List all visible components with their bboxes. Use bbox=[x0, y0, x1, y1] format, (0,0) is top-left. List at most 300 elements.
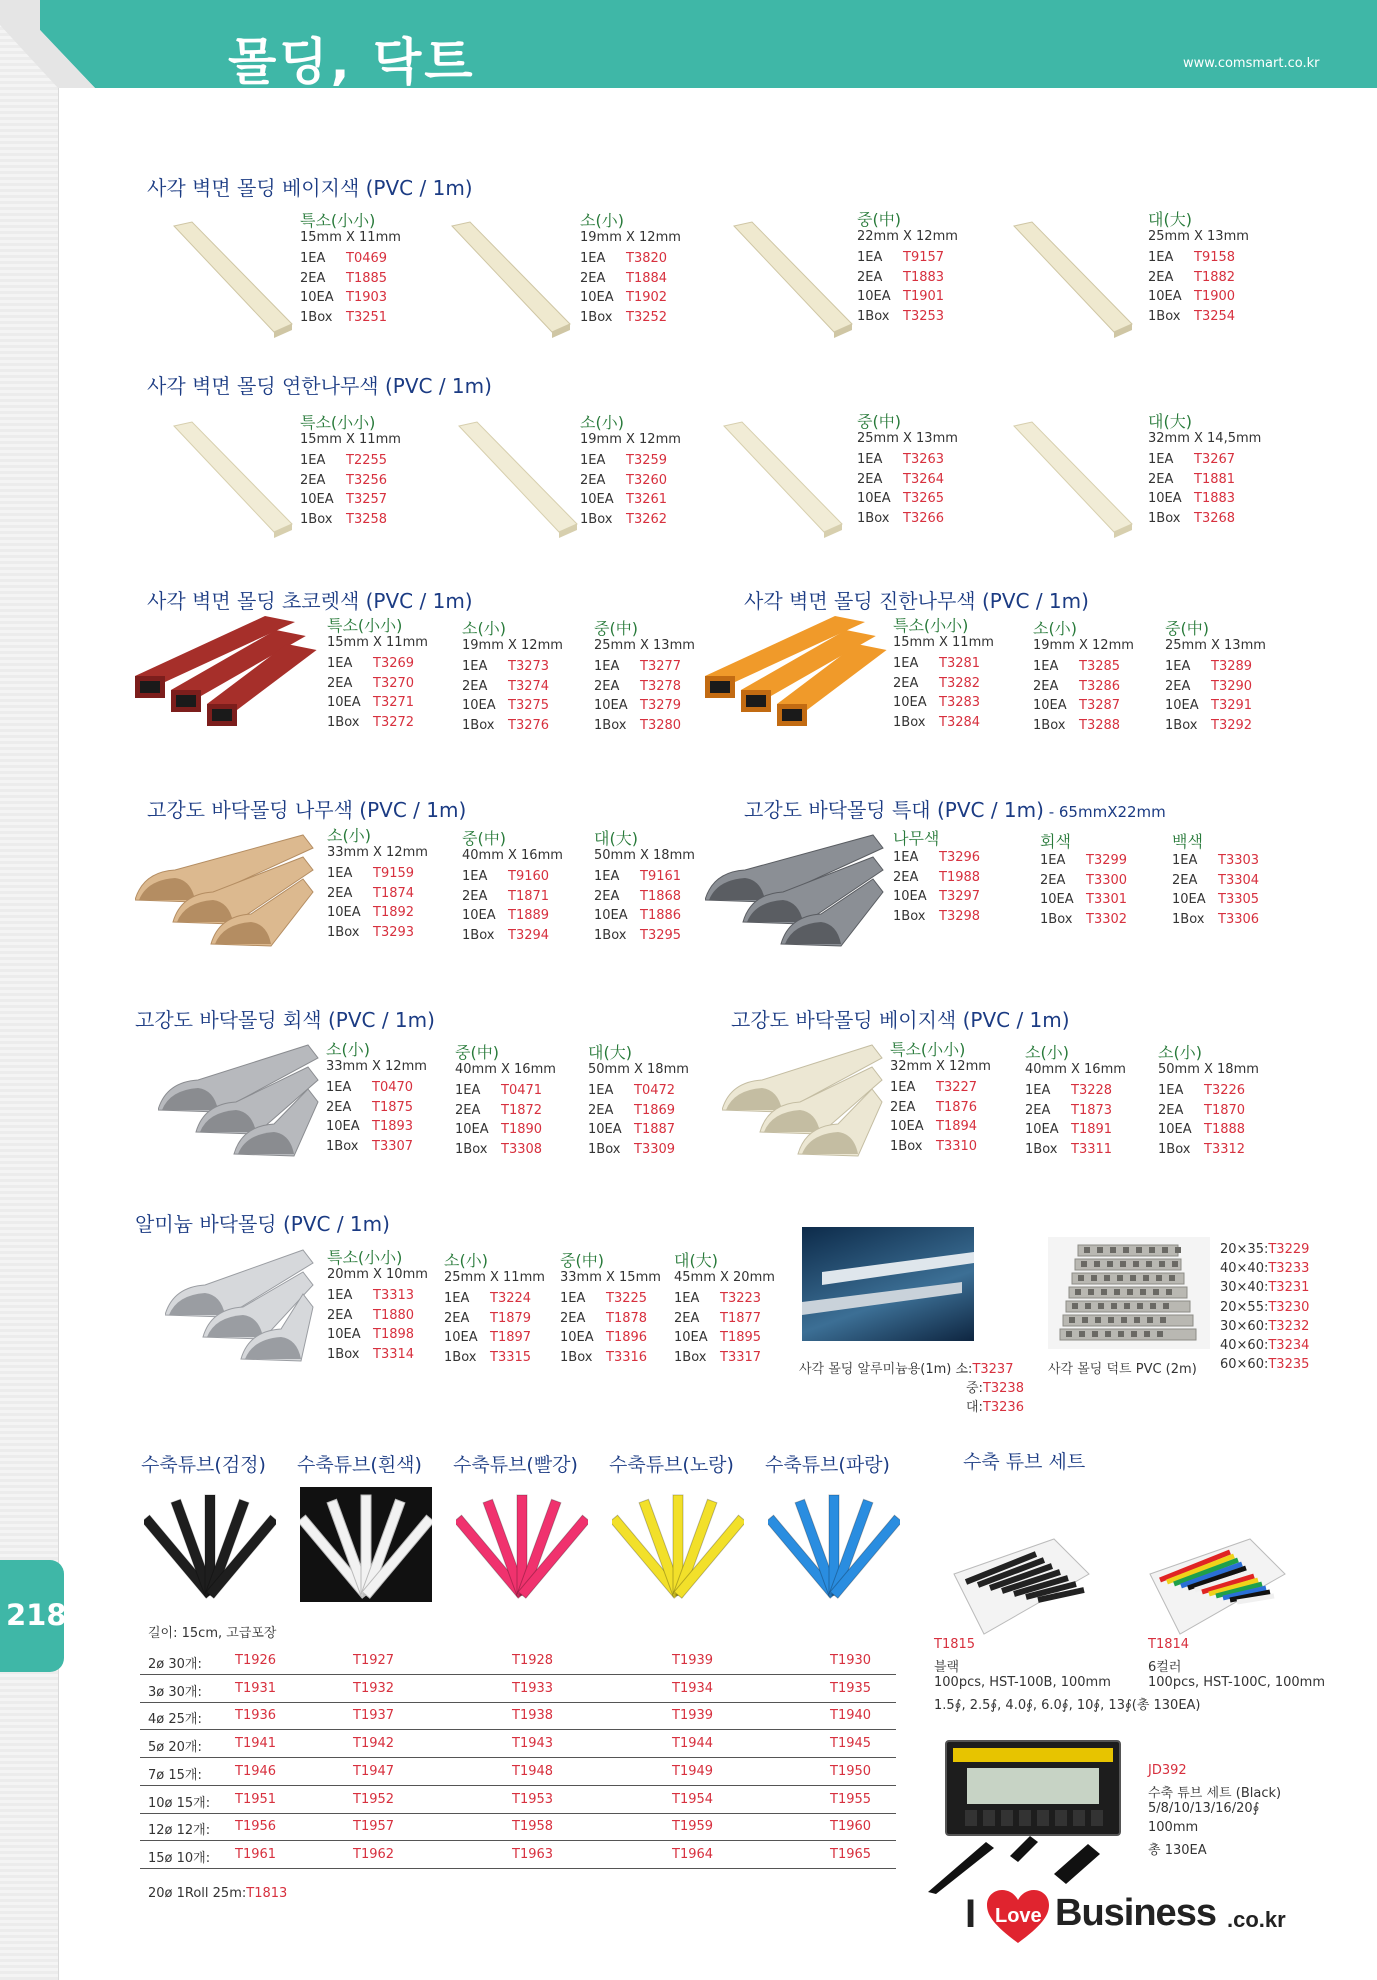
product-code[interactable]: T3274 bbox=[508, 678, 550, 694]
alu-square-molding-photo bbox=[802, 1227, 974, 1341]
product-code[interactable]: T3311 bbox=[1071, 1141, 1113, 1157]
tube-product-code[interactable]: T1938 bbox=[512, 1708, 554, 1724]
order-code-row bbox=[588, 1120, 675, 1140]
tube-product-code[interactable]: T1958 bbox=[512, 1819, 554, 1835]
product-code[interactable]: T3259 bbox=[626, 453, 668, 468]
jd392-name: 수축 튜브 세트 (Black) bbox=[1148, 1786, 1282, 1801]
product-code[interactable]: T3315 bbox=[490, 1349, 532, 1365]
size-dimensions: 19mm X 12mm bbox=[580, 230, 681, 245]
tube-product-code[interactable]: T1953 bbox=[512, 1791, 554, 1807]
product-code[interactable]: T1902 bbox=[626, 290, 668, 306]
product-code[interactable]: T9160 bbox=[508, 869, 550, 884]
product-code[interactable]: T0472 bbox=[634, 1083, 676, 1098]
product-code[interactable]: T3268 bbox=[1194, 510, 1236, 526]
order-code-row bbox=[326, 1117, 413, 1137]
tube-product-code[interactable]: T1947 bbox=[353, 1763, 395, 1779]
size-dimensions: 33mm X 12mm bbox=[326, 1059, 427, 1074]
product-code[interactable]: T3256 bbox=[346, 472, 388, 488]
tube-product-code[interactable]: T1939 bbox=[672, 1653, 714, 1668]
product-code[interactable]: T3305 bbox=[1218, 892, 1260, 908]
tube-product-code[interactable]: T1927 bbox=[353, 1653, 395, 1668]
tube-bundle-image bbox=[768, 1487, 900, 1602]
lightwood-molding-image bbox=[455, 420, 581, 540]
quantity-label: 2EA bbox=[444, 1310, 470, 1326]
order-code-row bbox=[1165, 696, 1252, 716]
duct-code[interactable]: T3232 bbox=[1268, 1318, 1310, 1334]
product-code[interactable]: T1894 bbox=[936, 1119, 978, 1135]
size-dimensions: 50mm X 18mm bbox=[588, 1062, 689, 1077]
order-code-row bbox=[1025, 1120, 1112, 1140]
quantity-label: 2EA bbox=[560, 1310, 586, 1326]
size-dimensions: 22mm X 12mm bbox=[857, 229, 958, 244]
tube-product-code[interactable]: T1946 bbox=[235, 1763, 277, 1779]
product-code[interactable]: T3312 bbox=[1204, 1141, 1246, 1157]
duct-size-row bbox=[1220, 1357, 1309, 1372]
product-code[interactable]: T1897 bbox=[490, 1330, 532, 1346]
product-code[interactable]: T3297 bbox=[939, 889, 981, 905]
order-code-row bbox=[580, 269, 667, 289]
product-code[interactable]: T0471 bbox=[501, 1083, 543, 1098]
tube-size-label: 4ø 25개: bbox=[148, 1712, 202, 1728]
tube-product-code[interactable]: T1928 bbox=[512, 1653, 554, 1668]
product-code[interactable]: T1895 bbox=[720, 1330, 762, 1346]
product-code[interactable]: T3251 bbox=[346, 309, 388, 325]
product-code[interactable]: T3289 bbox=[1211, 659, 1253, 674]
quantity-label: 2EA bbox=[594, 678, 620, 694]
product-code[interactable]: T3300 bbox=[1086, 872, 1128, 888]
tube-product-code[interactable]: T1934 bbox=[672, 1680, 714, 1696]
order-code-row bbox=[560, 1328, 647, 1348]
tube-table-row bbox=[140, 1786, 896, 1814]
order-code-row bbox=[594, 887, 681, 907]
product-code[interactable]: T9158 bbox=[1194, 250, 1236, 265]
product-code[interactable]: T1874 bbox=[373, 885, 415, 901]
product-code[interactable]: T3228 bbox=[1071, 1083, 1113, 1098]
product-code[interactable]: T3291 bbox=[1211, 698, 1253, 714]
quantity-label: 1Box bbox=[580, 511, 613, 527]
lightwood-molding-image bbox=[170, 420, 296, 540]
quantity-label: 2EA bbox=[1148, 269, 1174, 285]
beige-molding-image bbox=[730, 220, 856, 340]
order-code-row bbox=[1040, 910, 1127, 930]
tube-roll-label: 20ø 1Roll 25m: bbox=[148, 1886, 247, 1901]
alu-square-caption-text: 사각 몰딩 알루미늄용(1m) 소: bbox=[799, 1362, 973, 1377]
product-code[interactable]: T1876 bbox=[936, 1099, 978, 1115]
tube-product-code[interactable]: T1951 bbox=[235, 1791, 277, 1807]
product-code[interactable]: T3225 bbox=[606, 1291, 648, 1306]
order-code-row bbox=[455, 1120, 542, 1140]
tube-product-code[interactable]: T1944 bbox=[672, 1736, 714, 1752]
product-code[interactable]: T3224 bbox=[490, 1291, 532, 1306]
product-code[interactable]: T3264 bbox=[903, 471, 945, 487]
jd392-total: 총 130EA bbox=[1148, 1843, 1207, 1858]
tube-product-code[interactable]: T1942 bbox=[353, 1736, 395, 1752]
section-title-text: 사각 벽면 몰딩 진한나무색 (PVC / 1m) bbox=[744, 589, 1089, 613]
product-code[interactable]: T3294 bbox=[508, 927, 550, 943]
size-dimensions: 50mm X 18mm bbox=[594, 848, 695, 863]
tube-product-code[interactable]: T1964 bbox=[672, 1846, 714, 1862]
product-code[interactable]: T1893 bbox=[372, 1119, 414, 1135]
tube-size-label: 7ø 15개: bbox=[148, 1767, 202, 1783]
tube-product-code[interactable]: T1933 bbox=[512, 1680, 554, 1696]
size-name: 특소(小小) bbox=[327, 616, 403, 635]
duct-code[interactable]: T3230 bbox=[1268, 1299, 1310, 1315]
product-code[interactable]: T1888 bbox=[1204, 1122, 1246, 1138]
tube-product-code[interactable]: T1935 bbox=[830, 1680, 872, 1696]
tube-product-code[interactable]: T1941 bbox=[235, 1736, 277, 1752]
product-code[interactable]: T3304 bbox=[1218, 872, 1260, 888]
product-code[interactable]: T2255 bbox=[346, 453, 388, 468]
quantity-label: 1Box bbox=[300, 309, 333, 325]
order-code-row bbox=[462, 906, 549, 926]
tube-size-label: 12ø 12개: bbox=[148, 1823, 211, 1839]
product-code[interactable]: T3267 bbox=[1194, 452, 1236, 467]
product-code[interactable]: T1868 bbox=[640, 888, 682, 904]
order-code-row bbox=[444, 1328, 531, 1348]
tube-roll-code[interactable]: T1813 bbox=[246, 1886, 288, 1901]
product-code[interactable]: T3283 bbox=[939, 695, 981, 711]
alu-square-small-code[interactable]: T3237 bbox=[972, 1362, 1014, 1377]
product-code[interactable]: T3287 bbox=[1079, 698, 1121, 714]
product-code[interactable]: T3284 bbox=[939, 714, 981, 730]
duct-code[interactable]: T3231 bbox=[1268, 1280, 1310, 1296]
tube-product-code[interactable]: T1954 bbox=[672, 1791, 714, 1807]
product-code[interactable]: T3272 bbox=[373, 714, 415, 730]
tube-product-code[interactable]: T1962 bbox=[353, 1846, 395, 1862]
tube-product-code[interactable]: T1943 bbox=[512, 1736, 554, 1752]
tube-product-code[interactable]: T1961 bbox=[235, 1846, 277, 1862]
floor-gray-molding-image bbox=[158, 1040, 328, 1162]
order-code-row bbox=[893, 674, 980, 694]
quantity-label: 2EA bbox=[594, 888, 620, 904]
duct-size-row bbox=[1220, 1261, 1309, 1276]
product-code[interactable]: T9161 bbox=[640, 869, 682, 884]
quantity-label: 2EA bbox=[326, 1099, 352, 1115]
tube-product-code[interactable]: T1965 bbox=[830, 1846, 872, 1862]
product-code[interactable]: T3302 bbox=[1086, 911, 1128, 927]
order-code-row bbox=[560, 1348, 647, 1368]
product-code[interactable]: T3286 bbox=[1079, 678, 1121, 694]
product-code[interactable]: T3316 bbox=[606, 1349, 648, 1365]
tube-roll-row bbox=[148, 1886, 287, 1901]
product-code[interactable]: T1880 bbox=[373, 1307, 415, 1323]
product-code[interactable]: T3279 bbox=[640, 698, 682, 714]
brand-logo bbox=[965, 1888, 1295, 1948]
product-code[interactable]: T3266 bbox=[903, 510, 945, 526]
quantity-label: 1Box bbox=[560, 1349, 593, 1365]
quantity-label: 1EA bbox=[588, 1083, 614, 1098]
duct-code[interactable]: T3234 bbox=[1268, 1338, 1310, 1353]
product-code[interactable]: T1890 bbox=[501, 1122, 543, 1138]
product-code[interactable]: T3276 bbox=[508, 717, 550, 733]
quantity-label: 2EA bbox=[580, 270, 606, 286]
product-code[interactable]: T3280 bbox=[640, 717, 682, 733]
tube-product-code[interactable]: T1932 bbox=[353, 1680, 395, 1696]
order-code-row bbox=[857, 509, 944, 529]
tube-product-code[interactable]: T1926 bbox=[235, 1653, 277, 1668]
quantity-label: 1EA bbox=[857, 250, 883, 265]
tube-bundle-image bbox=[300, 1487, 432, 1602]
order-code-row bbox=[1158, 1120, 1245, 1140]
product-code[interactable]: T1870 bbox=[1204, 1102, 1246, 1118]
product-code[interactable]: T1886 bbox=[640, 908, 682, 924]
product-code[interactable]: T3271 bbox=[373, 695, 415, 711]
product-code[interactable]: T3309 bbox=[634, 1141, 676, 1157]
order-code-row bbox=[1040, 871, 1127, 891]
size-name: 특소(小小) bbox=[300, 413, 376, 432]
product-code[interactable]: T3281 bbox=[939, 656, 981, 671]
product-code[interactable]: T1878 bbox=[606, 1310, 648, 1326]
tube-size-label: 5ø 20개: bbox=[148, 1740, 202, 1756]
product-code[interactable]: T1884 bbox=[626, 270, 668, 286]
tube-product-code[interactable]: T1950 bbox=[830, 1763, 872, 1779]
tube-product-code[interactable]: T1959 bbox=[672, 1819, 714, 1835]
tube-product-code[interactable]: T1952 bbox=[353, 1791, 395, 1807]
quantity-label: 1Box bbox=[327, 924, 360, 940]
product-code[interactable]: T3227 bbox=[936, 1080, 978, 1095]
tube-product-code[interactable]: T1931 bbox=[235, 1680, 277, 1696]
size-dimensions: 25mm X 13mm bbox=[1165, 638, 1266, 653]
order-code-row bbox=[580, 308, 667, 328]
product-code[interactable]: T1988 bbox=[939, 869, 981, 885]
product-code[interactable]: T1903 bbox=[346, 290, 388, 306]
duct-code[interactable]: T3235 bbox=[1268, 1357, 1310, 1373]
product-code[interactable]: T1896 bbox=[606, 1330, 648, 1346]
product-code[interactable]: T1871 bbox=[508, 888, 550, 904]
tube-set-color-spec: 100pcs, HST-100C, 100mm bbox=[1148, 1675, 1326, 1690]
product-code[interactable]: T3295 bbox=[640, 927, 682, 943]
tube-product-code[interactable]: T1937 bbox=[353, 1708, 395, 1724]
product-code[interactable]: T9157 bbox=[903, 250, 945, 265]
quantity-label: 10EA bbox=[857, 491, 891, 507]
product-code[interactable]: T1873 bbox=[1071, 1102, 1113, 1118]
product-code[interactable]: T3282 bbox=[939, 675, 981, 691]
product-code[interactable]: T3303 bbox=[1218, 853, 1260, 868]
product-code[interactable]: T1901 bbox=[903, 289, 945, 305]
product-code[interactable]: T3290 bbox=[1211, 678, 1253, 694]
order-code-row bbox=[1148, 307, 1235, 327]
product-code[interactable]: T1883 bbox=[903, 269, 945, 285]
duct-size-row bbox=[1220, 1338, 1309, 1353]
order-code-row bbox=[1148, 450, 1235, 470]
size-name: 대(大) bbox=[1148, 210, 1192, 229]
quantity-label: 1Box bbox=[462, 717, 495, 733]
site-url[interactable]: www.comsmart.co.kr bbox=[1183, 56, 1320, 71]
quantity-label: 10EA bbox=[893, 889, 927, 905]
product-code[interactable]: T3313 bbox=[373, 1288, 415, 1303]
order-code-row bbox=[580, 510, 667, 530]
product-code[interactable]: T3820 bbox=[626, 251, 668, 266]
order-code-row bbox=[327, 923, 414, 943]
product-code[interactable]: T1891 bbox=[1071, 1122, 1113, 1138]
quantity-label: 1Box bbox=[326, 1138, 359, 1154]
product-code[interactable]: T0469 bbox=[346, 251, 388, 266]
tube-product-code[interactable]: T1930 bbox=[830, 1653, 872, 1668]
quantity-label: 1Box bbox=[594, 927, 627, 943]
product-code[interactable]: T3265 bbox=[903, 491, 945, 507]
quantity-label: 1EA bbox=[1172, 853, 1198, 868]
product-code[interactable]: T3296 bbox=[939, 850, 981, 865]
duct-code[interactable]: T3229 bbox=[1268, 1242, 1310, 1257]
order-code-row bbox=[594, 716, 681, 736]
quantity-label: 1Box bbox=[1165, 717, 1198, 733]
tube-product-code[interactable]: T1949 bbox=[672, 1763, 714, 1779]
quantity-label: 10EA bbox=[594, 698, 628, 714]
tube-product-code[interactable]: T1963 bbox=[512, 1846, 554, 1862]
tube-set-color-name: 6컬러 bbox=[1148, 1660, 1182, 1675]
product-code[interactable]: T3263 bbox=[903, 452, 945, 467]
alu-square-mid-code[interactable]: T3238 bbox=[982, 1381, 1024, 1396]
product-code[interactable]: T1887 bbox=[634, 1122, 676, 1138]
darkwood-molding-image bbox=[705, 614, 895, 750]
product-code[interactable]: T3269 bbox=[373, 656, 415, 671]
quantity-label: 1Box bbox=[1148, 510, 1181, 526]
order-code-row bbox=[1025, 1081, 1112, 1101]
product-code[interactable]: T3254 bbox=[1194, 308, 1236, 324]
duct-code[interactable]: T3233 bbox=[1268, 1261, 1310, 1277]
beige-molding-image bbox=[170, 220, 296, 340]
quantity-label: 2EA bbox=[1033, 678, 1059, 694]
size-name: 특소(小小) bbox=[890, 1040, 966, 1059]
order-code-row bbox=[327, 864, 414, 884]
product-code[interactable]: T3260 bbox=[626, 472, 668, 488]
product-code[interactable]: T3275 bbox=[508, 698, 550, 714]
quantity-label: 10EA bbox=[594, 908, 628, 924]
order-code-row bbox=[594, 926, 681, 946]
product-code[interactable]: T1877 bbox=[720, 1310, 762, 1326]
product-code[interactable]: T1882 bbox=[1194, 269, 1236, 285]
tube-table-row bbox=[140, 1675, 896, 1703]
product-code[interactable]: T3257 bbox=[346, 492, 388, 508]
product-code[interactable]: T3273 bbox=[508, 659, 550, 674]
order-code-row bbox=[674, 1328, 761, 1348]
duct-size: 40×60: bbox=[1220, 1338, 1269, 1353]
quantity-label: 1EA bbox=[327, 1288, 353, 1303]
order-code-row bbox=[462, 677, 549, 697]
product-code[interactable]: T9159 bbox=[373, 866, 415, 881]
product-code[interactable]: T3317 bbox=[720, 1349, 762, 1365]
size-name: 소(小) bbox=[326, 1040, 370, 1059]
product-code[interactable]: T3293 bbox=[373, 924, 415, 940]
product-code[interactable]: T1881 bbox=[1194, 471, 1236, 487]
tube-set-color-code[interactable]: T1814 bbox=[1148, 1637, 1190, 1652]
quantity-label: 1EA bbox=[1033, 659, 1059, 674]
tube-product-code[interactable]: T1956 bbox=[235, 1819, 277, 1835]
order-code-row bbox=[1148, 470, 1235, 490]
product-code[interactable]: T0470 bbox=[372, 1080, 414, 1095]
size-name: 소(小) bbox=[1033, 619, 1077, 638]
product-code[interactable]: T1883 bbox=[1194, 491, 1236, 507]
product-code[interactable]: T3258 bbox=[346, 511, 388, 527]
tube-product-code[interactable]: T1945 bbox=[830, 1736, 872, 1752]
tube-product-code[interactable]: T1957 bbox=[353, 1819, 395, 1835]
order-code-row bbox=[580, 288, 667, 308]
tube-size-label: 2ø 30개: bbox=[148, 1657, 202, 1672]
order-code-row bbox=[893, 654, 980, 674]
tube-product-code[interactable]: T1955 bbox=[830, 1791, 872, 1807]
quantity-label: 2EA bbox=[327, 1307, 353, 1323]
product-code[interactable]: T3306 bbox=[1218, 911, 1260, 927]
order-code-row bbox=[893, 848, 980, 868]
quantity-label: 2EA bbox=[857, 471, 883, 487]
product-code[interactable]: T3314 bbox=[373, 1346, 415, 1362]
quantity-label: 1EA bbox=[893, 850, 919, 865]
product-code[interactable]: T3226 bbox=[1204, 1083, 1246, 1098]
product-code[interactable]: T3223 bbox=[720, 1291, 762, 1306]
tube-set-black-code[interactable]: T1815 bbox=[934, 1637, 976, 1652]
order-code-row bbox=[455, 1140, 542, 1160]
size-name: 소(小) bbox=[1158, 1043, 1202, 1062]
product-code[interactable]: T1879 bbox=[490, 1310, 532, 1326]
product-code[interactable]: T3298 bbox=[939, 908, 981, 924]
product-code[interactable]: T3285 bbox=[1079, 659, 1121, 674]
size-dimensions: 15mm X 11mm bbox=[300, 432, 401, 447]
quantity-label: 1Box bbox=[444, 1349, 477, 1365]
order-code-row bbox=[588, 1140, 675, 1160]
product-code[interactable]: T3252 bbox=[626, 309, 668, 325]
order-code-row bbox=[1025, 1140, 1112, 1160]
tube-product-code[interactable]: T1948 bbox=[512, 1763, 554, 1779]
order-code-row bbox=[1172, 851, 1259, 871]
product-code[interactable]: T3292 bbox=[1211, 717, 1253, 733]
product-code[interactable]: T3277 bbox=[640, 659, 682, 674]
quantity-label: 1EA bbox=[580, 453, 606, 468]
product-code[interactable]: T1872 bbox=[501, 1102, 543, 1118]
quantity-label: 1EA bbox=[580, 251, 606, 266]
product-code[interactable]: T1900 bbox=[1194, 289, 1236, 305]
tube-product-code[interactable]: T1940 bbox=[830, 1708, 872, 1724]
product-code[interactable]: T1892 bbox=[373, 905, 415, 921]
product-code[interactable]: T3307 bbox=[372, 1138, 414, 1154]
quantity-label: 10EA bbox=[1025, 1122, 1059, 1138]
size-dimensions: 33mm X 15mm bbox=[560, 1270, 661, 1285]
tube-set-black-spec: 100pcs, HST-100B, 100mm bbox=[934, 1675, 1111, 1690]
jd392-code[interactable]: JD392 bbox=[1148, 1763, 1187, 1778]
product-code[interactable]: T3278 bbox=[640, 678, 682, 694]
product-code[interactable]: T3301 bbox=[1086, 892, 1128, 908]
quantity-label: 10EA bbox=[444, 1330, 478, 1346]
product-code[interactable]: T1885 bbox=[346, 270, 388, 286]
tube-product-code[interactable]: T1960 bbox=[830, 1819, 872, 1835]
order-code-row bbox=[857, 268, 944, 288]
order-code-row bbox=[1033, 657, 1120, 677]
product-code[interactable]: T3288 bbox=[1079, 717, 1121, 733]
duct-size: 30×40: bbox=[1220, 1280, 1269, 1296]
tube-product-code[interactable]: T1936 bbox=[235, 1708, 277, 1724]
product-code[interactable]: T1869 bbox=[634, 1102, 676, 1118]
quantity-label: 2EA bbox=[1172, 872, 1198, 888]
product-code[interactable]: T3299 bbox=[1086, 853, 1128, 868]
section-title-text: 사각 벽면 몰딩 초코렛색 (PVC / 1m) bbox=[147, 589, 473, 613]
product-code[interactable]: T1898 bbox=[373, 1327, 415, 1343]
product-code[interactable]: T3308 bbox=[501, 1141, 543, 1157]
order-code-row bbox=[327, 1345, 414, 1365]
product-code[interactable]: T3261 bbox=[626, 492, 668, 508]
product-code[interactable]: T3310 bbox=[936, 1138, 978, 1154]
product-code[interactable]: T1875 bbox=[372, 1099, 414, 1115]
alu-square-large-code[interactable]: T3236 bbox=[982, 1400, 1024, 1415]
tube-product-code[interactable]: T1939 bbox=[672, 1708, 714, 1724]
sec-lightwood-title bbox=[147, 370, 492, 399]
beige-molding-image bbox=[448, 220, 574, 340]
product-code[interactable]: T3270 bbox=[373, 675, 415, 691]
product-code[interactable]: T3262 bbox=[626, 511, 668, 527]
product-code[interactable]: T3253 bbox=[903, 308, 945, 324]
order-code-row bbox=[300, 471, 387, 491]
size-name: 대(大) bbox=[674, 1251, 718, 1270]
product-code[interactable]: T1889 bbox=[508, 908, 550, 924]
tube-color-title: 수축튜브(검정) bbox=[141, 1454, 266, 1476]
